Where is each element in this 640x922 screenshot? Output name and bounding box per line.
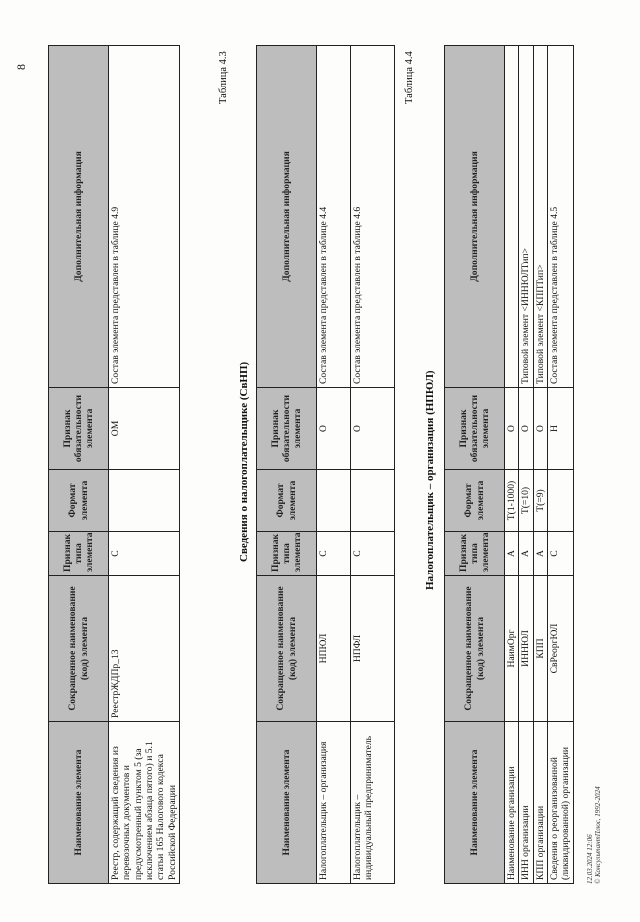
table-4-3 [256,45,395,884]
cell-name: Реестр, содержащий сведения из перевозочных документов и предусмотренный пунктом 5 (за исключением абзаца пятого) и 5.1 статьи 165 Налогового кодекса Российской Федерации [109,722,180,884]
col-header-info: Дополнительная информация [257,46,317,388]
cell-format [317,470,351,532]
cell-name: Наименование организации [505,722,519,884]
footer [586,786,603,884]
cell-short: НПЮЛ [317,576,351,722]
cell-name: Налогоплательщик – организация [317,722,351,884]
col-header-format: Формат элемента [257,470,317,532]
col-header-name: Наименование элемента [49,722,109,884]
table-continuation [48,45,180,884]
cell-type: С [109,532,180,576]
cell-type: А [519,532,533,576]
table-title: Сведения о налогоплательщике (СвНП) [238,361,250,562]
cell-type: А [505,532,519,576]
table-row [351,46,395,884]
cell-type: А [533,532,547,576]
cell-format [351,470,395,532]
col-header-info: Дополнительная информация [49,46,109,388]
cell-info: Состав элемента представлен в таблице 4.4 [317,46,351,388]
table-4-4 [444,45,574,884]
col-header-info: Дополнительная информация [445,46,505,388]
table-caption: Таблица 4.4 [404,51,415,104]
col-header-type: Признак типа элемента [445,532,505,576]
cell-short: КПП [533,576,547,722]
cell-type: С [317,532,351,576]
cell-required: О [317,388,351,470]
cell-short: НПФЛ [351,576,395,722]
table-row [519,46,533,884]
col-header-name: Наименование элемента [257,722,317,884]
col-header-name: Наименование элемента [445,722,505,884]
cell-name: ИНН организации [519,722,533,884]
col-header-format: Формат элемента [445,470,505,532]
col-header-short: Сокращенное наименование (код) элемента [445,576,505,722]
col-header-short: Сокращенное наименование (код) элемента [257,576,317,722]
col-header-required: Признак обязательности элемента [49,388,109,470]
col-header-short: Сокращенное наименование (код) элемента [49,576,109,722]
cell-required: О [505,388,519,470]
cell-info: Состав элемента представлен в таблице 4.6 [351,46,395,388]
table-title: Налогоплательщик – организация (НПЮЛ) [424,370,436,590]
cell-required: ОМ [109,388,180,470]
cell-short: ИННЮЛ [519,576,533,722]
cell-type: С [547,532,573,576]
cell-info: Состав элемента представлен в таблице 4.9 [109,46,180,388]
table-row [317,46,351,884]
table-row [109,46,180,884]
table-header-row [49,46,109,884]
cell-required: О [533,388,547,470]
table-row [505,46,519,884]
cell-type: С [351,532,395,576]
cell-short: НаимОрг [505,576,519,722]
cell-name: Налогоплательщик – индивидуальный предприниматель [351,722,395,884]
cell-format [547,470,573,532]
cell-info: Типовой элемент <КППТип> [533,46,547,388]
footer-source: © КонсультантПлюс, 1992-2024 [594,786,603,884]
col-header-type: Признак типа элемента [49,532,109,576]
cell-required: О [351,388,395,470]
cell-info: Типовой элемент <ИННЮЛТип> [519,46,533,388]
cell-short: СвРеоргЮЛ [547,576,573,722]
page-number: 8 [14,64,28,70]
col-header-required: Признак обязательности элемента [257,388,317,470]
cell-short: РеестрЖДПр_13 [109,576,180,722]
cell-info [505,46,519,388]
table-row [533,46,547,884]
col-header-format: Формат элемента [49,470,109,532]
table-header-row [257,46,317,884]
cell-name: КПП организации [533,722,547,884]
col-header-required: Признак обязательности элемента [445,388,505,470]
table-caption: Таблица 4.3 [218,51,229,104]
col-header-type: Признак типа элемента [257,532,317,576]
footer-timestamp: 12.03.2024 12:06 [586,834,594,884]
cell-format: T(=10) [519,470,533,532]
table-header-row [445,46,505,884]
cell-format [109,470,180,532]
cell-format: T(1-1000) [505,470,519,532]
cell-info: Состав элемента представлен в таблице 4.5 [547,46,573,388]
cell-format: T(=9) [533,470,547,532]
cell-required: Н [547,388,573,470]
cell-name: Сведения о реорганизованной (ликвидированной) организации [547,722,573,884]
cell-required: О [519,388,533,470]
table-row [547,46,573,884]
